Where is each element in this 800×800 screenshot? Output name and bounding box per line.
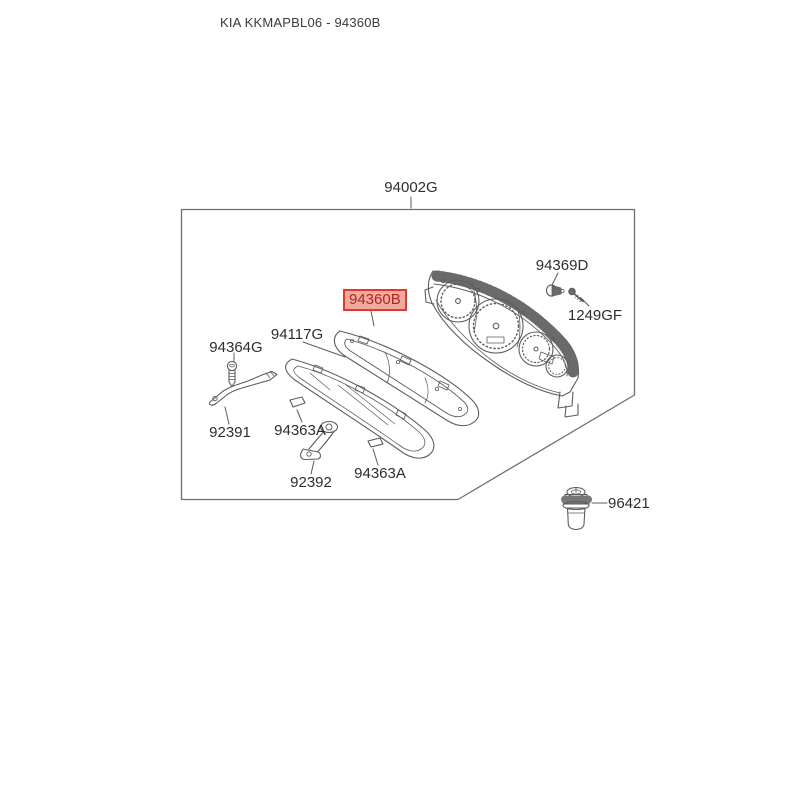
label-clip-upper: 94363A: [274, 422, 326, 439]
screw-tapping-drawing: [569, 288, 583, 301]
bulb-socket-main-drawing: [563, 488, 589, 530]
bulb-socket-small-drawing: [547, 285, 565, 296]
front-case-drawing: [334, 331, 478, 426]
label-clip-lower: 94363A: [354, 465, 406, 482]
label-screw-washer: 94364G: [209, 339, 263, 356]
screw-washer-drawing: [227, 361, 236, 386]
label-bracket-left: 92391: [209, 424, 251, 441]
label-assembly: 94002G: [384, 179, 438, 196]
bracket-left-drawing: [209, 371, 277, 405]
label-front-case-highlighted: 94360B: [343, 289, 407, 311]
bezel-drawing: [286, 359, 434, 458]
clip-upper-drawing: [290, 397, 305, 407]
label-bracket-lower: 92392: [290, 474, 332, 491]
page-title: KIA KKMAPBL06 - 94360B: [220, 15, 381, 30]
label-bulb-socket-main: 96421: [608, 495, 650, 512]
label-bezel: 94117G: [270, 326, 324, 343]
clip-lower-drawing: [368, 438, 383, 447]
label-screw-tapping: 1249GF: [567, 307, 623, 324]
label-bulb-socket-small: 94369D: [535, 257, 589, 274]
